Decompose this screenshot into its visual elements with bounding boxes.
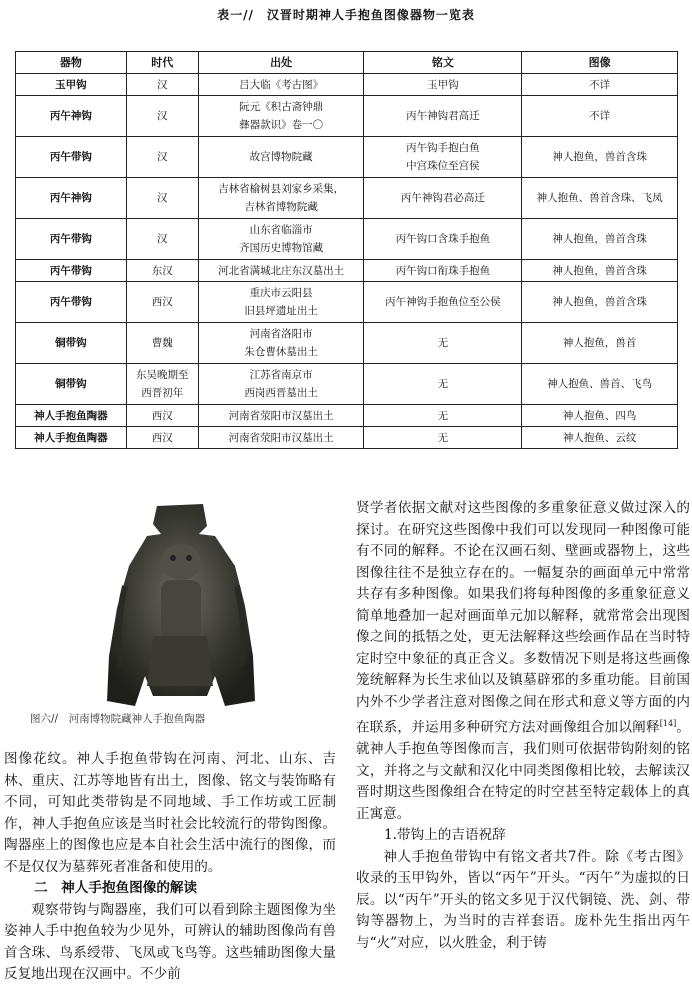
table-cell: 无 <box>364 323 522 364</box>
table-cell: 江苏省南京市 西岗西晋墓出土 <box>198 364 364 405</box>
table-cell: 无 <box>364 364 522 405</box>
table-row <box>16 282 678 323</box>
table-cell: 汉 <box>126 74 198 96</box>
table-header-cell: 器物 <box>16 52 127 74</box>
subsection-heading: 1.带钩上的吉语祝辞 <box>384 827 506 844</box>
table-cell: 吉林省榆树县刘家乡采集， 吉林省博物院藏 <box>198 178 364 219</box>
table-cell: 玉甲钩 <box>364 74 522 96</box>
table-cell: 神人抱鱼，兽首含珠 <box>522 137 678 178</box>
table-cell: 汉 <box>126 178 198 219</box>
table-cell: 丙午神钩手抱鱼位至公侯 <box>364 282 522 323</box>
table-header-cell: 时代 <box>126 52 198 74</box>
table-row <box>16 137 678 178</box>
table-cell: 西汉 <box>126 427 198 449</box>
table-cell: 丙午钩手抱白鱼 中宫珠位至宫侯 <box>364 137 522 178</box>
table-cell: 河北省满城北庄东汉墓出土 <box>198 260 364 282</box>
table-cell: 不详 <box>522 74 678 96</box>
table-header-cell: 铭文 <box>364 52 522 74</box>
table-cell: 西汉 <box>126 282 198 323</box>
table-cell: 西汉 <box>126 405 198 427</box>
table-cell: 铜带钩 <box>16 323 127 364</box>
table-cell: 无 <box>364 427 522 449</box>
table-cell: 曹魏 <box>126 323 198 364</box>
table-cell: 不详 <box>522 96 678 137</box>
footnote-ref: [14] <box>659 719 677 728</box>
right-paragraph-1-text-a: 贤学者依据文献对这些图像的多重象征意义做过深入的探讨。在研究这些图像中我们可以发现同一种图像可能有不同的解释。不论在汉画石刻、壁画或器物上，这些图像往往不是独立存在的。一幅复杂的画面单元中常常共存有多种图像。如果我们将每种图像的多重象征意义简单地叠加一起对画面单元加以解释，就常常会出现图像之间的抵牾之处，更无法解释这些绘画作品在当时特定时空中象征的真正含义。多数情况下则是将这些画像笼统解释为长生求仙以及镇墓辟邪的多重功能。目前国内外不少学者注意对图像之间在形式和意义等方面的内在联系，并运用多种研究方法对画像组合加以阐释 <box>356 500 690 736</box>
table-cell: 东吴晚期至 西晋初年 <box>126 364 198 405</box>
table-cell: 河南省洛阳市 朱仓曹休墓出土 <box>198 323 364 364</box>
table-cell: 汉 <box>126 219 198 260</box>
table-cell: 神人手抱鱼陶器 <box>16 427 127 449</box>
table-cell: 神人抱鱼，兽首含珠 <box>522 282 678 323</box>
table-cell: 神人抱鱼、兽首、飞鸟 <box>522 364 678 405</box>
table-cell: 汉 <box>126 137 198 178</box>
table-row <box>16 405 678 427</box>
table-cell: 神人抱鱼，兽首 <box>522 323 678 364</box>
table-row <box>16 364 678 405</box>
table-cell: 丙午钩口衔珠手抱鱼 <box>364 260 522 282</box>
pottery-sculpture-icon <box>95 496 265 714</box>
table-cell: 丙午神钩 <box>16 178 127 219</box>
table-cell: 重庆市云阳县 旧县坪遗址出土 <box>198 282 364 323</box>
table-cell: 神人抱鱼，兽首含珠 <box>522 260 678 282</box>
table-row <box>16 260 678 282</box>
table-cell: 铜带钩 <box>16 364 127 405</box>
right-paragraph-1 <box>356 498 690 825</box>
table-row <box>16 427 678 449</box>
section-heading: 二 神人手抱鱼图像的解读 <box>34 880 198 896</box>
table-cell: 神人抱鱼、兽首含珠、飞凤 <box>522 178 678 219</box>
table-row <box>16 178 678 219</box>
table-header-cell: 图像 <box>522 52 678 74</box>
table-cell: 玉甲钩 <box>16 74 127 96</box>
table-caption: 表一// 汉晋时期神人手抱鱼图像器物一览表 <box>217 8 475 22</box>
table-row <box>16 323 678 364</box>
table-cell: 阮元《积古斋钟鼎 彝器款识》卷一〇 <box>198 96 364 137</box>
table-cell: 神人手抱鱼陶器 <box>16 405 127 427</box>
table-cell: 丙午钩口含珠手抱鱼 <box>364 219 522 260</box>
table-cell: 河南省荥阳市汉墓出土 <box>198 427 364 449</box>
table-cell: 丙午带钩 <box>16 260 127 282</box>
artifact-table <box>15 51 678 449</box>
right-paragraph-2: 神人手抱鱼带钩中有铭文者共7件。除《考古图》收录的玉甲钩外，皆以“丙午”开头。“丙午”为虚拟的日辰。以“丙午”开头的铭文多见于汉代铜镜、洗、剑、带钩等器物上，为当时的吉祥套语。庞朴先生指出丙午与“火”对应，以火胜金，利于铸 <box>356 848 690 951</box>
table-cell: 丙午神钩君必高迁 <box>364 178 522 219</box>
table-cell: 神人抱鱼、四鸟 <box>522 405 678 427</box>
table-cell: 故宫博物院藏 <box>198 137 364 178</box>
table-cell: 丙午神钩 <box>16 96 127 137</box>
table-cell: 神人抱鱼、云纹 <box>522 427 678 449</box>
left-text-column <box>4 749 336 986</box>
pottery-figure-image <box>95 496 265 714</box>
table-cell: 汉 <box>126 96 198 137</box>
right-text-column <box>356 498 690 954</box>
table-row <box>16 96 678 137</box>
table-row <box>16 74 678 96</box>
table-cell: 丙午带钩 <box>16 282 127 323</box>
right-paragraph-1-text-b: 。就神人手抱鱼等图像而言，我们则可依据带钩附刻的铭文，并将之与文献和汉化中同类图像相比较，去解读汉晋时期这些图像组合在特定的时空甚至特定载体上的真正寓意。 <box>356 719 691 822</box>
table-header-cell: 出处 <box>198 52 364 74</box>
left-paragraph-2: 观察带钩与陶器座，我们可以看到除主题图像为坐姿神人手中抱鱼较为少见外，可辨认的辅助图像尚有兽首含珠、鸟系绶带、飞凤或飞鸟等。这些辅助图像大量反复地出现在汉画中。不少前 <box>4 901 336 982</box>
table-cell: 神人抱鱼，兽首含珠 <box>522 219 678 260</box>
table-cell: 丙午带钩 <box>16 219 127 260</box>
table-cell: 丙午神钩君高迁 <box>364 96 522 137</box>
table-header-row <box>16 52 678 74</box>
left-paragraph-1: 图像花纹。神人手抱鱼带钩在河南、河北、山东、吉林、重庆、江苏等地皆有出土，图像、铭文与装饰略有不同，可知此类带钩是不同地域、手工作坊或工匠制作，神人手抱鱼应该是当时社会比较流行的带钩图像。陶器座上的图像也应是本自社会生活中流行的图像，而不是仅仅为墓葬死者准备和使用的。 <box>4 751 336 875</box>
table-row <box>16 219 678 260</box>
table-cell: 河南省荥阳市汉墓出土 <box>198 405 364 427</box>
table-cell: 山东省临淄市 齐国历史博物馆藏 <box>198 219 364 260</box>
table-cell: 无 <box>364 405 522 427</box>
table-cell: 吕大临《考古图》 <box>198 74 364 96</box>
table-cell: 东汉 <box>126 260 198 282</box>
figure-caption: 图六// 河南博物院藏神人手抱鱼陶器 <box>30 713 206 725</box>
table-cell: 丙午带钩 <box>16 137 127 178</box>
